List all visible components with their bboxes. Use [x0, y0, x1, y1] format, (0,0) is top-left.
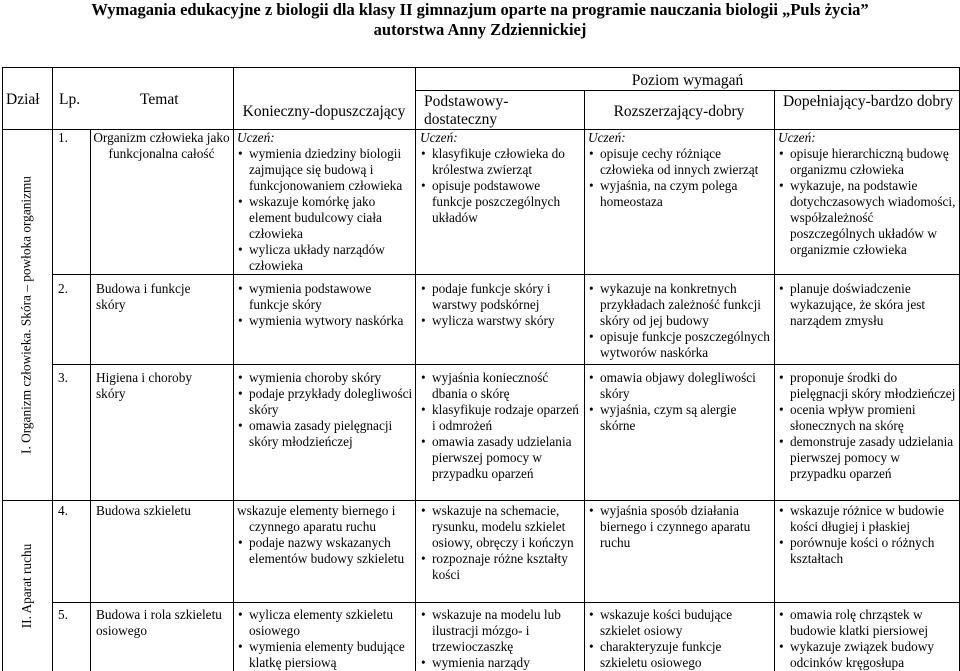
- list-item: • omawia zasady udzielania pierwszej pomocy w przypadku oparzeń: [420, 434, 582, 482]
- row-4-lp: 4.: [58, 503, 68, 518]
- row-1-podstawowy: [420, 130, 582, 226]
- list-item: • wyjaśnia konieczność dbania o skórę: [420, 370, 582, 402]
- header-dzial: Dział: [6, 91, 40, 108]
- header-dopelniajacy: Dopełniający-bardzo dobry: [782, 93, 953, 110]
- row-1-lp: 1.: [58, 130, 68, 145]
- section-label-skora: I. Organizm człowieka. Skóra – powłoka organizmu: [18, 176, 34, 454]
- list-item: • rozpoznaje różne kształty kości: [420, 551, 582, 583]
- list-item: • wymienia elementy budujące klatkę piersiową: [237, 639, 413, 671]
- list-item: • wskazuje komórkę jako element budulcowy ciała człowieka: [237, 194, 413, 242]
- row-3-lp: 3.: [58, 370, 68, 385]
- list-item: • opisuje cechy różniące człowieka od innych zwierząt: [588, 146, 772, 178]
- list-item: • wymienia choroby skóry: [237, 370, 413, 386]
- list-item: • klasyfikuje rodzaje oparzeń i odmrożeń: [420, 402, 582, 434]
- row-5-dopelniajacy: [778, 607, 958, 671]
- row-3-konieczny: [237, 370, 413, 450]
- header-temat: Temat: [140, 91, 179, 108]
- row-4-rozszerzajacy: [588, 503, 772, 551]
- list-item: • charakteryzuje funkcje szkieletu osiowego: [588, 639, 772, 671]
- list-item: • wykazuje związek budowy odcinków kręgosłupa: [778, 639, 958, 671]
- list-item: • proponuje środki do pielęgnacji skóry młodzieńczej: [778, 370, 958, 402]
- row-3-dopelniajacy: [778, 370, 958, 482]
- list-item: • wykazuje na konkretnych przykładach zależność funkcji skóry od jej budowy: [588, 281, 772, 329]
- row-4-temat: Budowa szkieletu: [96, 503, 191, 518]
- header-konieczny: Konieczny-dopuszczający: [242, 103, 406, 120]
- row-1-dopelniajacy: [778, 130, 958, 258]
- list-item: • podaje funkcje skóry i warstwy podskórnej: [420, 281, 582, 313]
- list-item: • wskazuje na schemacie, rysunku, modelu szkielet osiowy, obręczy i kończyn: [420, 503, 582, 551]
- list-item: • opisuje hierarchiczną budowę organizmu człowieka: [778, 146, 958, 178]
- list-item: • omawia objawy dolegliwości skóry: [588, 370, 772, 402]
- uczen-label: Uczeń:: [237, 130, 275, 145]
- row-2-podstawowy: [420, 281, 582, 329]
- title-line-2: autorstwa Anny Zdziennickiej: [373, 20, 587, 39]
- list-item: • wylicza warstwy skóry: [420, 313, 582, 329]
- list-item: • demonstruje zasady udzielania pierwszej pomocy w przypadku oparzeń: [778, 434, 958, 482]
- list-item: • podaje przykłady dolegliwości skóry: [237, 386, 413, 418]
- row-2-rozszerzajacy: [588, 281, 772, 361]
- list-item: • wyjaśnia, na czym polega homeostaza: [588, 178, 772, 210]
- list-item: • opisuje funkcje poszczególnych wytworów naskórka: [588, 329, 772, 361]
- row-4-konieczny-lead: wskazuje elementy biernego i czynnego aparatu ruchu: [237, 503, 396, 534]
- row-5-konieczny: [237, 607, 413, 671]
- row-3-rozszerzajacy: [588, 370, 772, 434]
- list-item: • wymienia narządy: [420, 655, 582, 671]
- list-item: • wylicza układy narządów człowieka: [237, 242, 413, 274]
- row-2-lp: 2.: [58, 281, 68, 296]
- list-item: • klasyfikuje człowieka do królestwa zwierząt: [420, 146, 582, 178]
- list-item: • wyjaśnia, czym są alergie skórne: [588, 402, 772, 434]
- list-item: • planuje doświadczenie wykazujące, że skóra jest narządem zmysłu: [778, 281, 958, 329]
- row-5-lp: 5.: [58, 607, 68, 622]
- row-4-konieczny: [237, 503, 413, 567]
- header-poziom-wymagan: Poziom wymagań: [631, 72, 744, 89]
- list-item: • porównuje kości o różnych kształtach: [778, 535, 958, 567]
- list-item: • podaje nazwy wskazanych elementów budowy szkieletu: [237, 535, 413, 567]
- row-5-temat: Budowa i rola szkieletu osiowego: [96, 607, 222, 638]
- list-item: • omawia zasady pielęgnacji skóry młodzieńczej: [237, 418, 413, 450]
- list-item: • omawia rolę chrząstek w budowie klatki piersiowej: [778, 607, 958, 639]
- row-3-podstawowy: [420, 370, 582, 482]
- header-lp: Lp.: [59, 91, 81, 108]
- row-4-dopelniajacy: [778, 503, 958, 567]
- list-item: • wykazuje, na podstawie dotychczasowych wiadomości, współzależność poszczególnych układów w organizmie człowieka: [778, 178, 958, 258]
- row-1-temat: Organizm człowieka jako funkcjonalna całość: [93, 130, 230, 161]
- section-label-aparat-ruchu: II. Aparat ruchu: [19, 543, 34, 629]
- row-5-podstawowy: [420, 607, 582, 671]
- header-podstawowy: Podstawowy-dostateczny: [424, 93, 509, 128]
- row-5-rozszerzajacy: [588, 607, 772, 671]
- row-1-konieczny: [237, 130, 413, 274]
- row-2-konieczny: [237, 281, 413, 329]
- list-item: • wskazuje na modelu lub ilustracji mózgo- i trzewioczaszkę: [420, 607, 582, 655]
- title-line-1: Wymagania edukacyjne z biologii dla klasy II gimnazjum oparte na programie nauczania biologii „Puls życia”: [91, 0, 869, 19]
- list-item: • wskazuje kości budujące szkielet osiowy: [588, 607, 772, 639]
- row-3-temat: Higiena i choroby skóry: [96, 370, 193, 401]
- list-item: • wymienia podstawowe funkcje skóry: [237, 281, 413, 313]
- list-item: • wylicza elementy szkieletu osiowego: [237, 607, 413, 639]
- list-item: • wyjaśnia sposób działania biernego i czynnego aparatu ruchu: [588, 503, 772, 551]
- list-item: • wymienia wytwory naskórka: [237, 313, 413, 329]
- row-4-podstawowy: [420, 503, 582, 583]
- header-rozszerzajacy: Rozszerzający-dobry: [613, 103, 745, 120]
- list-item: • wskazuje różnice w budowie kości długiej i płaskiej: [778, 503, 958, 535]
- uczen-label: Uczeń:: [588, 130, 626, 145]
- list-item: • wymienia dziedziny biologii zajmujące się budową i funkcjonowaniem człowieka: [237, 146, 413, 194]
- row-2-temat: Budowa i funkcje skóry: [96, 281, 191, 312]
- list-item: • opisuje podstawowe funkcje poszczególnych układów: [420, 178, 582, 226]
- list-item: • ocenia wpływ promieni słonecznych na skórę: [778, 402, 958, 434]
- uczen-label: Uczeń:: [420, 130, 458, 145]
- row-1-rozszerzajacy: [588, 130, 772, 210]
- row-2-dopelniajacy: [778, 281, 958, 329]
- uczen-label: Uczeń:: [778, 130, 816, 145]
